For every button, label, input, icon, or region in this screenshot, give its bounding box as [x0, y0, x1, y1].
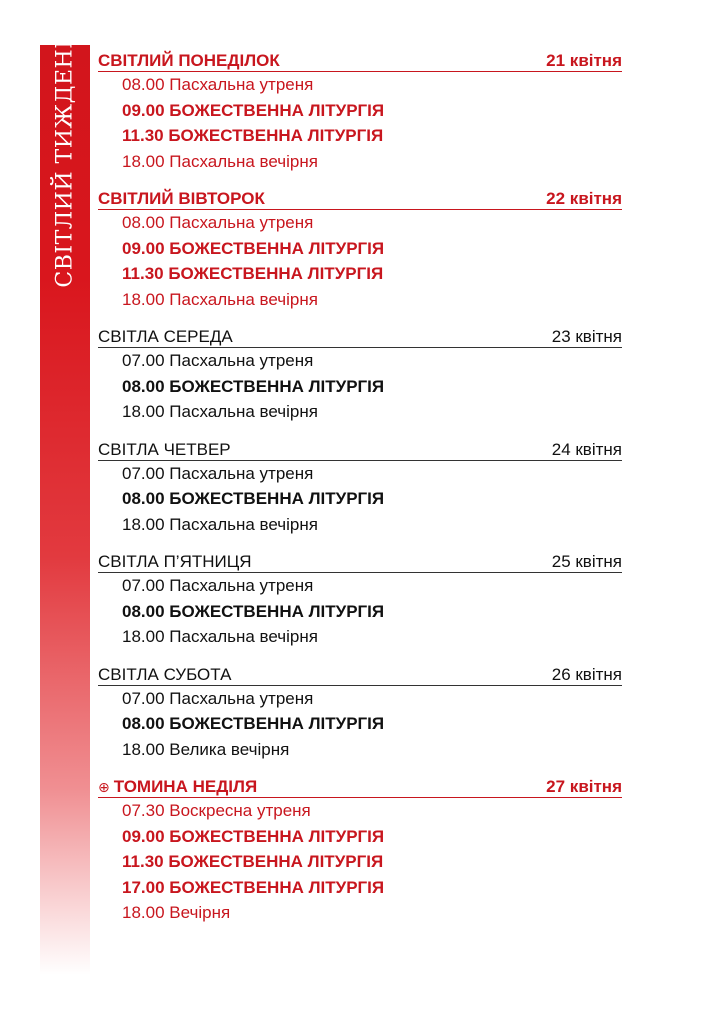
day-header — [98, 325, 622, 348]
service-item: 07.00 Пасхальна утреня — [122, 463, 314, 483]
day-date: 21 квітня — [546, 51, 622, 70]
day-date: 25 квітня — [551, 552, 622, 571]
day-section — [98, 438, 622, 538]
sidebar-title — [40, 32, 90, 288]
weekly-schedule — [98, 49, 622, 939]
day-section — [98, 49, 622, 174]
liturgy-service-item: 09.00 БОЖЕСТВЕННА ЛІТУРГІЯ — [122, 238, 385, 258]
service-item: 18.00 Пасхальна вечірня — [122, 402, 318, 421]
service-item: 08.00 Пасхальна утреня — [122, 75, 314, 94]
day-date: 23 квітня — [551, 327, 622, 346]
day-section — [98, 663, 622, 763]
liturgy-service-item: 08.00 БОЖЕСТВЕННА ЛІТУРГІЯ — [122, 714, 385, 733]
day-date: 22 квітня — [546, 189, 622, 208]
liturgy-service-item: 08.00 БОЖЕСТВЕННА ЛІТУРГІЯ — [122, 601, 385, 621]
day-header — [98, 438, 622, 461]
liturgy-service-item: 11.30 БОЖЕСТВЕННА ЛІТУРГІЯ — [122, 126, 384, 145]
liturgy-service-item: 09.00 БОЖЕСТВЕННА ЛІТУРГІЯ — [122, 100, 385, 120]
day-section — [98, 187, 622, 312]
day-date: 24 квітня — [551, 439, 622, 459]
service-item: 08.00 Пасхальна утреня — [122, 213, 314, 232]
service-item: 07.30 Воскресна утреня — [122, 801, 311, 820]
day-section — [98, 550, 622, 650]
service-item: 18.00 Пасхальна вечірня — [122, 514, 318, 534]
day-name: СВІТЛИЙ ВІВТОРОК — [98, 189, 265, 208]
day-header — [98, 550, 622, 573]
service-item: 18.00 Пасхальна вечірня — [122, 289, 318, 309]
liturgy-service-item: 11.30 БОЖЕСТВЕННА ЛІТУРГІЯ — [122, 264, 384, 283]
cross-circle-icon: ⊕ — [98, 779, 110, 795]
day-header — [98, 187, 622, 210]
sidebar-title-text: СВІТЛИЙ ТИЖДЕНЬ — [52, 32, 78, 288]
day-header — [98, 663, 622, 686]
day-section — [98, 325, 622, 425]
liturgy-service-item: 08.00 БОЖЕСТВЕННА ЛІТУРГІЯ — [122, 376, 385, 396]
service-item: 18.00 Велика вечірня — [122, 739, 290, 759]
liturgy-service-item: 17.00 БОЖЕСТВЕННА ЛІТУРГІЯ — [122, 877, 385, 897]
day-title — [98, 777, 257, 797]
day-date: 26 квітня — [551, 664, 622, 684]
day-title — [98, 665, 231, 685]
service-item: 07.00 Пасхальна утреня — [122, 576, 314, 595]
day-name: ТОМИНА НЕДІЛЯ — [113, 777, 258, 796]
day-title — [98, 440, 231, 460]
day-date: 27 квітня — [546, 777, 622, 796]
day-section — [98, 775, 622, 926]
day-header — [98, 49, 622, 72]
day-name: СВІТЛА П’ЯТНИЦЯ — [98, 552, 252, 571]
day-name: СВІТЛА СЕРЕДА — [98, 327, 233, 346]
service-item: 18.00 Пасхальна вечірня — [122, 151, 318, 171]
service-item: 07.00 Пасхальна утреня — [122, 351, 314, 370]
day-name: СВІТЛА СУБОТА — [98, 664, 232, 684]
day-title — [98, 51, 280, 71]
day-title — [98, 552, 252, 572]
day-title — [98, 327, 233, 347]
day-header — [98, 775, 622, 798]
day-title — [98, 189, 265, 209]
service-item: 07.00 Пасхальна утреня — [122, 688, 314, 708]
day-name: СВІТЛА ЧЕТВЕР — [98, 439, 231, 459]
liturgy-service-item: 09.00 БОЖЕСТВЕННА ЛІТУРГІЯ — [122, 826, 385, 846]
liturgy-service-item: 11.30 БОЖЕСТВЕННА ЛІТУРГІЯ — [122, 852, 384, 871]
service-item: 18.00 Вечірня — [122, 903, 231, 922]
day-name: СВІТЛИЙ ПОНЕДІЛОК — [98, 51, 280, 70]
service-item: 18.00 Пасхальна вечірня — [122, 627, 318, 646]
liturgy-service-item: 08.00 БОЖЕСТВЕННА ЛІТУРГІЯ — [122, 489, 385, 508]
